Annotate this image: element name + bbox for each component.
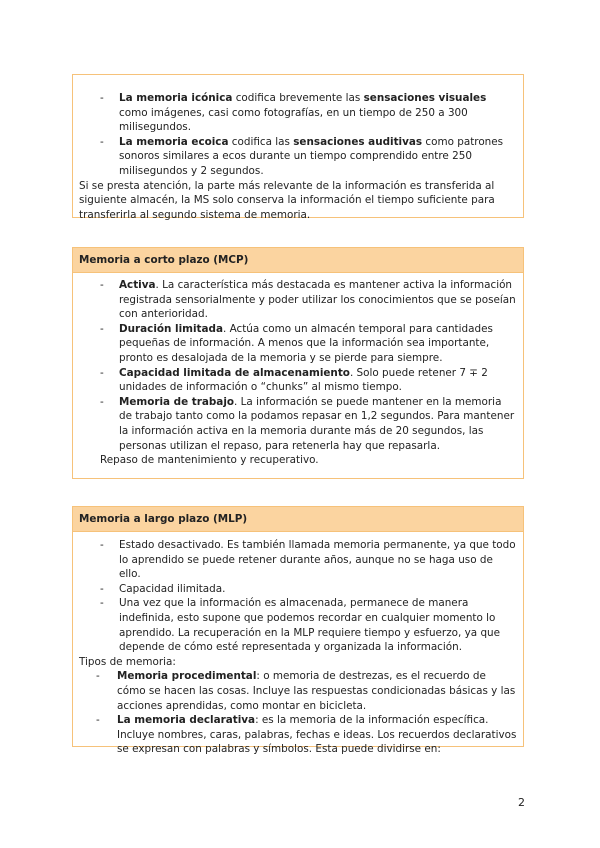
- list-item: - La memoria icónica codifica brevemente las sensaciones visuales como imágenes, casi como fotografías, en un tiempo de 250 a 300 milisegundos.: [100, 92, 487, 134]
- list-item: - Memoria procedimental: o memoria de destrezas, es el recuerdo de cómo se hacen las cosas. Incluye las respuestas condicionadas básicas y las acciones aprendidas, como montar en bicicleta.: [96, 670, 516, 712]
- list-item: - Activa. La característica más destacada es mantener activa la información registrada sensorialmente y poder utilizar los conocimientos que se poseían con anterioridad.: [100, 279, 516, 321]
- memory-types-list: [79, 669, 517, 757]
- list-item: - La memoria declarativa: es la memoria de la información específica. Incluye nombres, caras, palabras, fechas e ideas. Los recuerdos declarativos se expresan con palabras y símbolos. Esta puede dividirse en:: [96, 714, 517, 756]
- sensory-memory-box: [72, 74, 524, 221]
- list-item: - Estado desactivado. Es también llamada memoria permanente, ya que todo lo aprendido se puede retener durante años, aunque no se haga uso de ello.: [100, 539, 516, 581]
- mlp-box: [72, 506, 524, 756]
- mcp-box: [72, 247, 524, 479]
- sensory-memory-list: [79, 91, 517, 179]
- mlp-list: [79, 538, 517, 655]
- mcp-heading: Memoria a corto plazo (MCP): [73, 248, 523, 273]
- page-number: 2: [518, 796, 525, 809]
- list-item: - Capacidad limitada de almacenamiento. Solo puede retener 7 ∓ 2 unidades de información o “chunks” al mismo tiempo.: [100, 366, 488, 394]
- mcp-list: [79, 278, 517, 453]
- list-item: - Duración limitada. Actúa como un almacén temporal para cantidades pequeñas de información. A menos que la información sea importante, pronto es desalojada de la memoria y se pierde para siempre.: [100, 322, 493, 364]
- mlp-heading: Memoria a largo plazo (MLP): [73, 507, 523, 532]
- list-item: - Una vez que la información es almacenada, permanece de manera indefinida, esto supone que podemos recordar en cualquier momento lo aprendido. La recuperación en la MLP requiere tiempo y esfuerzo, ya que depende de cómo esté representada y organizada la información.: [100, 597, 501, 654]
- list-item: - La memoria ecoica codifica las sensaciones auditivas como patrones sonoros similares a ecos durante un tiempo comprendido entre 250 milisegundos y 2 segundos.: [100, 135, 504, 177]
- list-item: - Memoria de trabajo. La información se puede mantener en la memoria de trabajo tanto como la podamos repasar en 1,2 segundos. Para mantener la información activa en la memoria durante más de 20 segundos, las personas utilizan el repaso, para retenerla hay que repasarla.: [100, 395, 515, 452]
- list-item: - Capacidad ilimitada.: [100, 582, 226, 595]
- transfer-paragraph: Si se presta atención, la parte más relevante de la información es transferida al siguiente almacén, la MS solo conserva la información el tiempo suficiente para transferirla al segundo sistema de memoria.: [79, 179, 495, 221]
- memory-types-label: Tipos de memoria:: [79, 655, 176, 668]
- mcp-footer: Repaso de mantenimiento y recuperativo.: [100, 454, 319, 467]
